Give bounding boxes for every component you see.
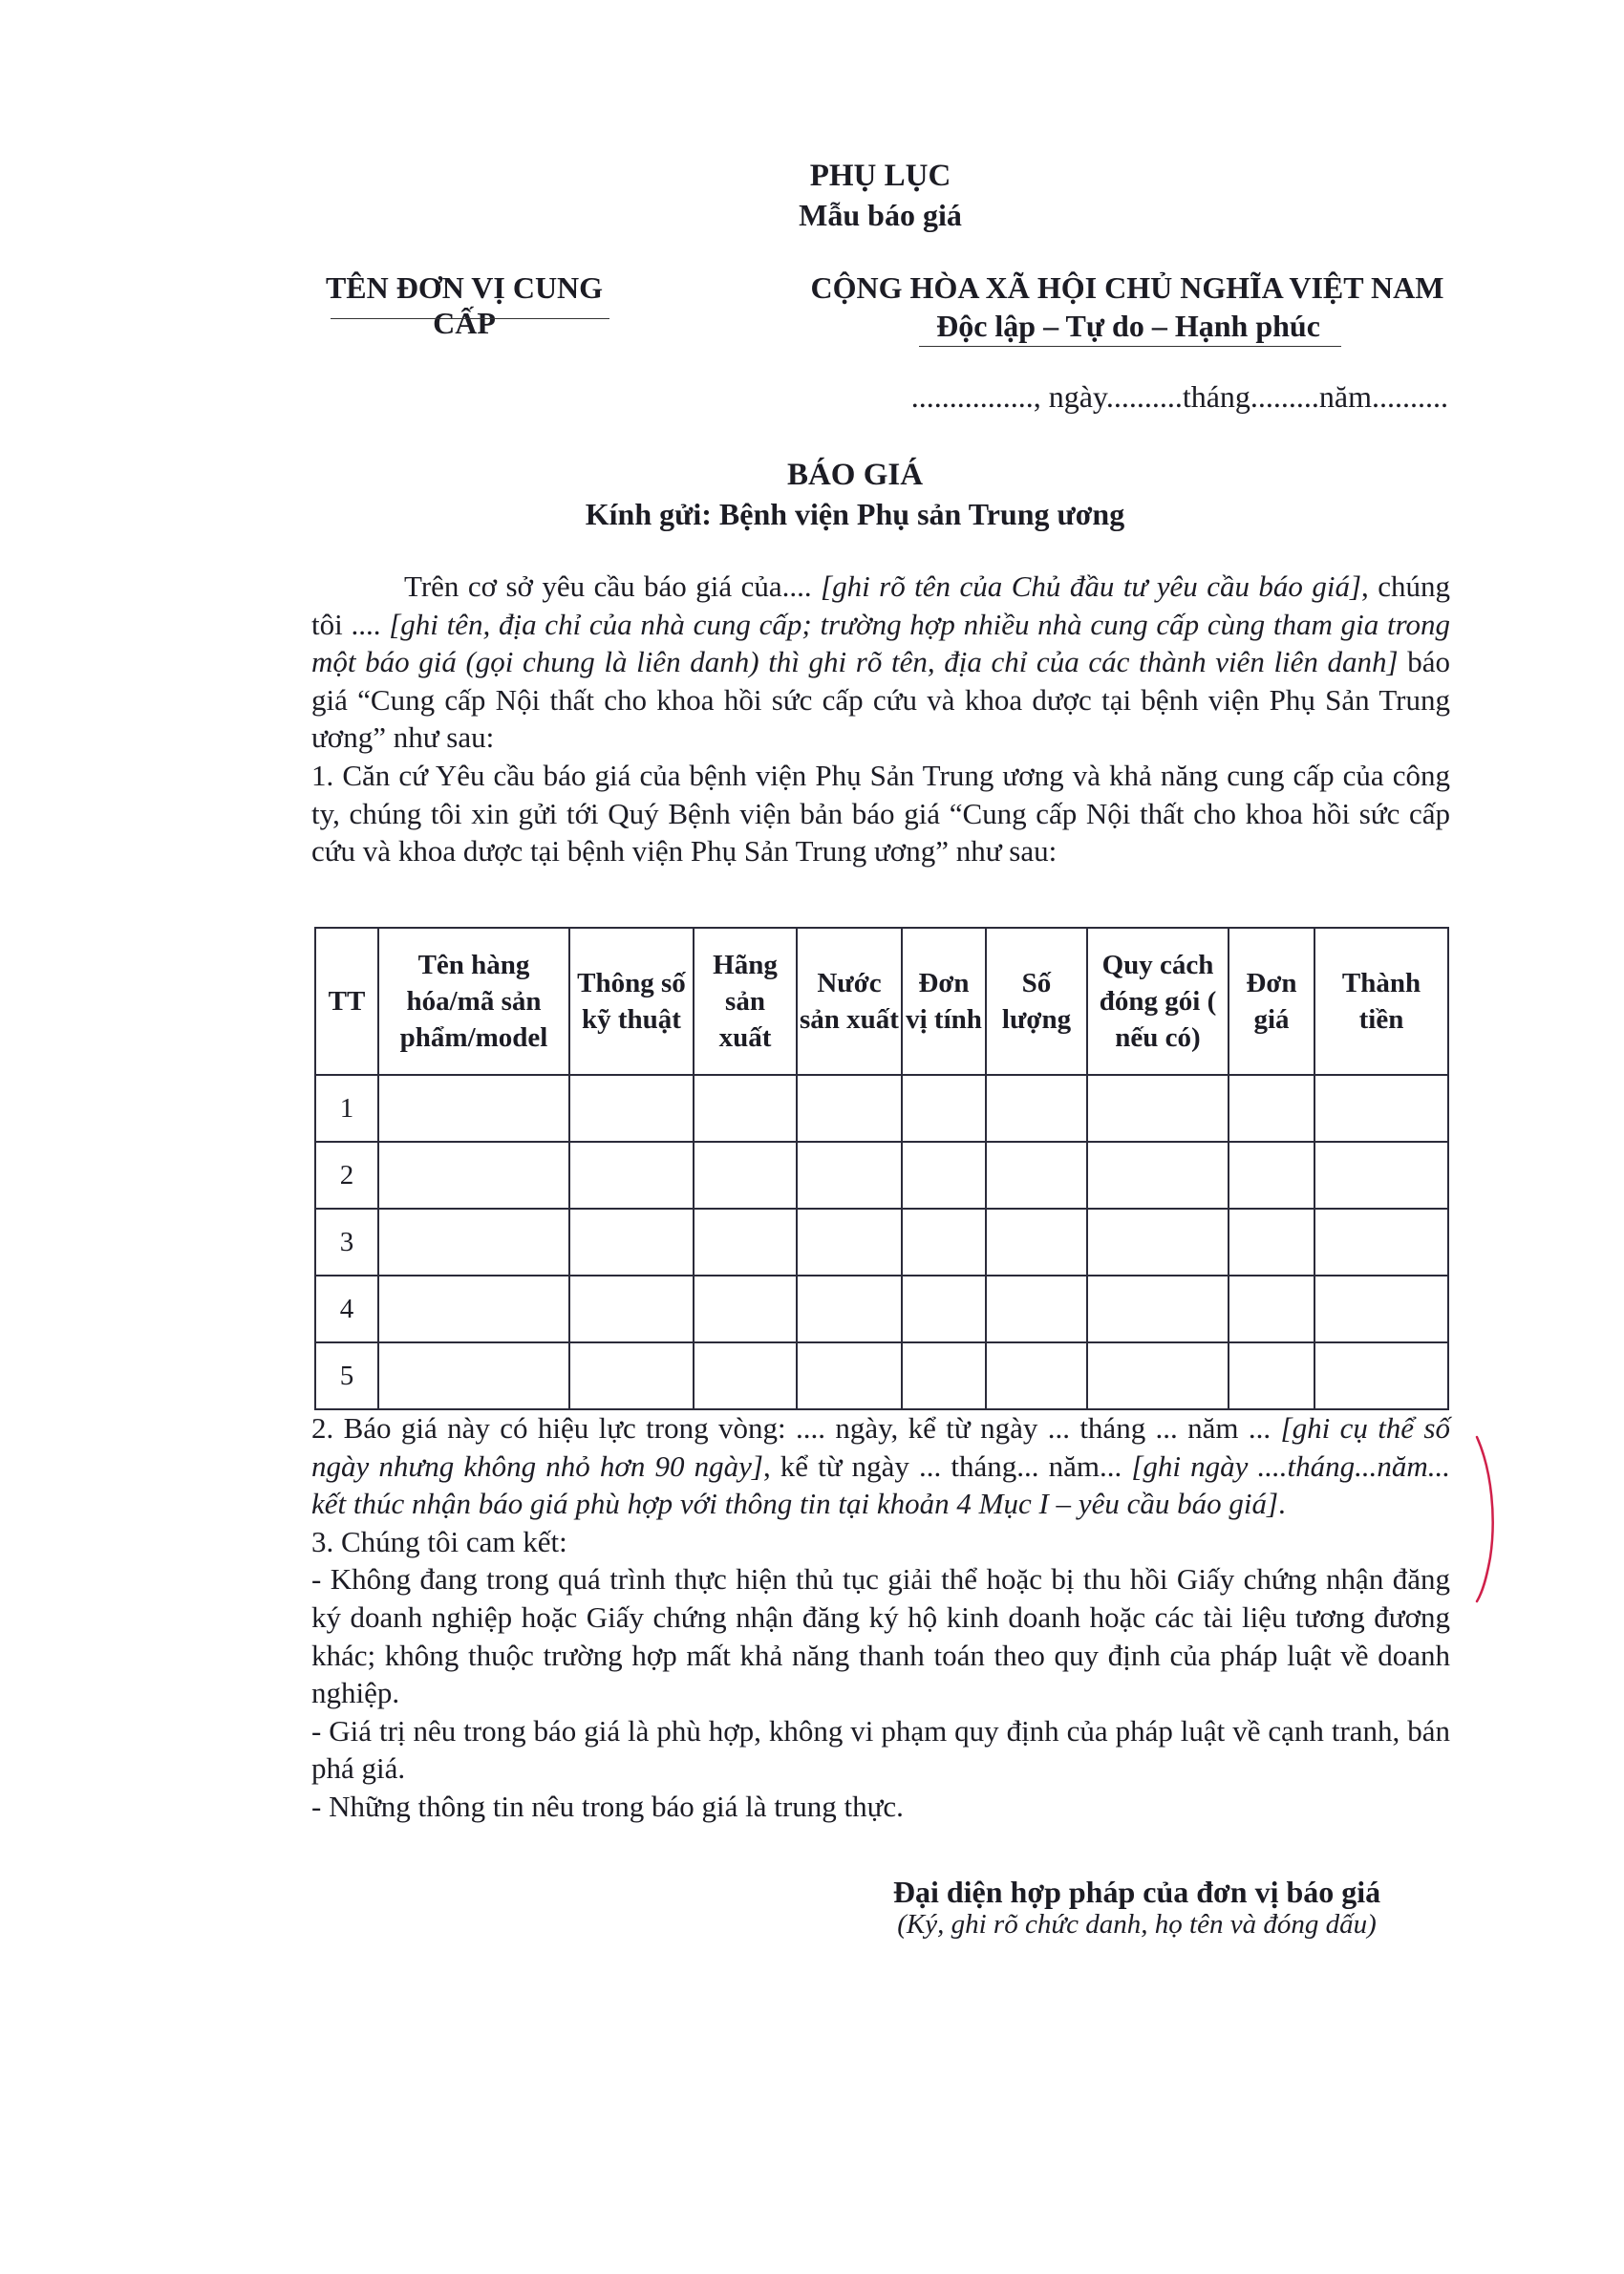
table-row bbox=[315, 1142, 1448, 1209]
appendix-title: PHỤ LỤC bbox=[809, 159, 951, 193]
recipient-line: Kính gửi: Bệnh viện Phụ sản Trung ương bbox=[585, 497, 1125, 531]
intro-placeholder-supplier: [ghi tên, địa chỉ của nhà cung cấp; trường hợp nhiều nhà cung cấp cùng tham gia trong một báo giá (gọi chung là liên danh) thì ghi rõ tên, địa chỉ của các thành viên liên danh] bbox=[311, 607, 1450, 679]
signature-note: (Ký, ghi rõ chức danh, họ tên và đóng dấu) bbox=[897, 1909, 1377, 1940]
intro-text: báo giá “Cung cấp Nội thất cho khoa hồi sức cấp cứu và khoa dược tại bệnh viện Phụ Sản Trung ương” như sau: bbox=[311, 645, 1451, 755]
date-line: ................, ngày..........tháng.........năm.......... bbox=[910, 379, 1448, 414]
intro-text: , chúng tôi .... bbox=[311, 569, 1451, 641]
column-header-country: Nước sản xuất bbox=[797, 928, 902, 1075]
row-number: 4 bbox=[315, 1276, 378, 1342]
intro-paragraph bbox=[311, 568, 1450, 757]
column-header-packaging: Quy cách đóng gói ( nếu có) bbox=[1087, 928, 1229, 1075]
commitment-item: - Giá trị nêu trong báo giá là phù hợp, không vi phạm quy định của pháp luật về cạnh tranh, bán phá giá. bbox=[311, 1713, 1450, 1786]
validity-text: 2. Báo giá này có hiệu lực trong vòng: .... ngày, kể từ ngày ... tháng ... năm ... bbox=[311, 1411, 1281, 1445]
quote-table bbox=[314, 927, 1449, 1410]
row-number: 3 bbox=[315, 1209, 378, 1276]
signature-title: Đại diện hợp pháp của đơn vị báo giá bbox=[892, 1875, 1381, 1909]
row-number: 1 bbox=[315, 1075, 378, 1142]
table-row bbox=[315, 1276, 1448, 1342]
column-header-unit-price: Đơn giá bbox=[1229, 928, 1314, 1075]
column-header-product-name: Tên hàng hóa/mã sản phẩm/model bbox=[378, 928, 569, 1075]
motto-underline bbox=[919, 346, 1341, 347]
column-header-quantity: Số lượng bbox=[986, 928, 1087, 1075]
table-row bbox=[315, 1075, 1448, 1142]
intro-text: Trên cơ sở yêu cầu báo giá của.... bbox=[404, 569, 822, 603]
intro-section bbox=[311, 568, 1450, 870]
margin-pen-mark bbox=[1471, 1433, 1509, 1605]
column-header-tt: TT bbox=[315, 928, 378, 1075]
commitment-item: - Không đang trong quá trình thực hiện thủ tục giải thể hoặc bị thu hồi Giấy chứng nhận đăng ký doanh nghiệp hoặc Giấy chứng nhận đăng ký hộ kinh doanh hoặc các tài liệu tương đương khác; không thuộc trường hợp mất khả năng thanh toán theo quy định của pháp luật về doanh nghiệp. bbox=[311, 1562, 1450, 1710]
validity-text: . bbox=[1278, 1487, 1286, 1521]
column-header-total: Thành tiền bbox=[1314, 928, 1448, 1075]
validity-paragraph bbox=[311, 1409, 1450, 1523]
commitment-heading: 3. Chúng tôi cam kết: bbox=[311, 1524, 567, 1558]
national-motto: Độc lập – Tự do – Hạnh phúc bbox=[936, 309, 1320, 343]
country-name: CỘNG HÒA XÃ HỘI CHỦ NGHĨA VIỆT NAM bbox=[810, 270, 1444, 305]
column-header-specs: Thông số kỹ thuật bbox=[569, 928, 694, 1075]
column-header-unit: Đơn vị tính bbox=[902, 928, 986, 1075]
row-number: 5 bbox=[315, 1342, 378, 1409]
appendix-subtitle: Mẫu báo giá bbox=[799, 198, 962, 232]
basis-paragraph: 1. Căn cứ Yêu cầu báo giá của bệnh viện Phụ Sản Trung ương và khả năng cung cấp của công ty, chúng tôi xin gửi tới Quý Bệnh viện bản báo giá “Cung cấp Nội thất cho khoa hồi sức cấp cứu và khoa dược tại bệnh viện Phụ Sản Trung ương” như sau: bbox=[311, 758, 1450, 869]
supplier-name-label: TÊN ĐƠN VỊ CUNG CẤP bbox=[325, 270, 604, 340]
supplier-underline bbox=[331, 318, 609, 319]
table-row bbox=[315, 1209, 1448, 1276]
column-header-manufacturer: Hãng sản xuất bbox=[694, 928, 797, 1075]
table-row bbox=[315, 1342, 1448, 1409]
validity-placeholder-days: [ghi cụ thể số ngày nhưng không nhỏ hơn 90 ngày] bbox=[311, 1411, 1450, 1483]
validity-placeholder-date: [ghi ngày ....tháng...năm... kết thúc nhận báo giá phù hợp với thông tin tại khoản 4 Mục I – yêu cầu báo giá] bbox=[311, 1448, 1451, 1521]
terms-section bbox=[311, 1409, 1450, 1826]
document-title: BÁO GIÁ bbox=[786, 458, 924, 492]
table-header-row bbox=[315, 928, 1448, 1075]
row-number: 2 bbox=[315, 1142, 378, 1209]
intro-placeholder-investor: [ghi rõ tên của Chủ đầu tư yêu cầu báo giá] bbox=[821, 569, 1362, 603]
validity-text: , kể từ ngày ... tháng... năm... bbox=[762, 1448, 1132, 1483]
commitment-item: - Những thông tin nêu trong báo giá là trung thực. bbox=[311, 1789, 904, 1823]
